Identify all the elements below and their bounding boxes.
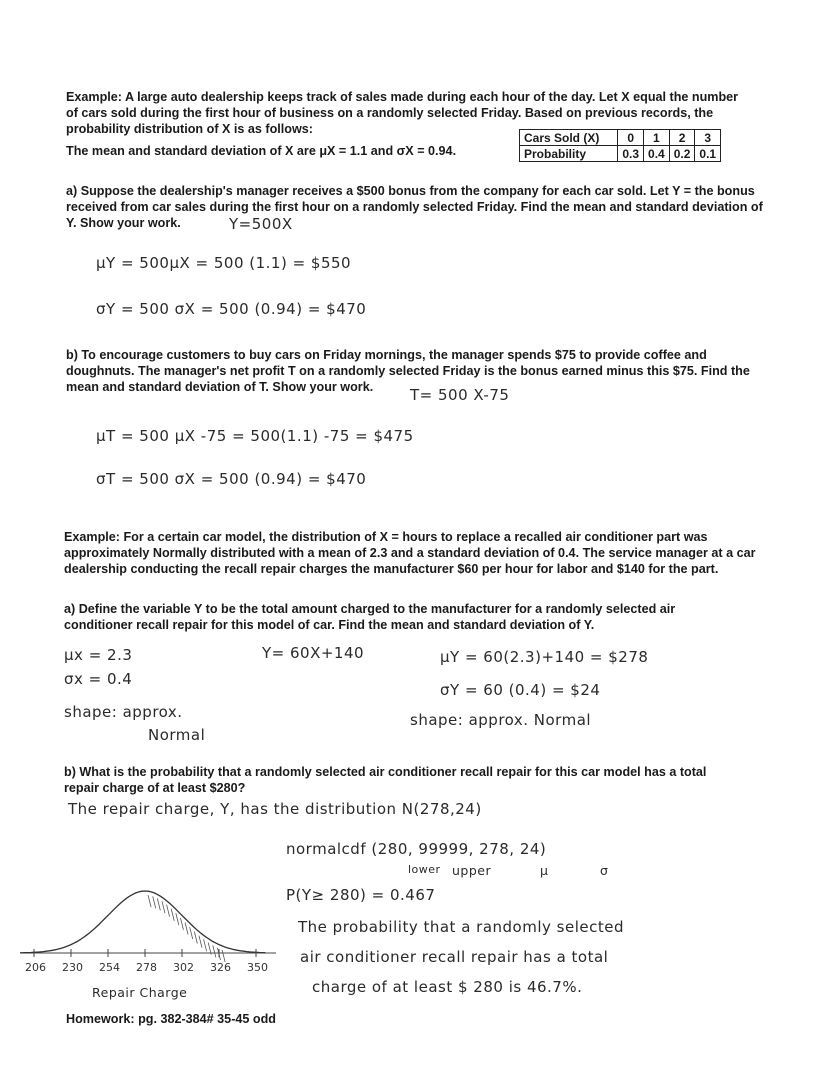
example1-part-b: b) To encourage customers to buy cars on Friday mornings, the manager spends $75 to provide coffee and doughnuts. The manager's net profit T on a randomly selected Friday is the bonus earned minus this $75. Find the mean and standard deviation of T. Show your work. bbox=[66, 348, 750, 394]
hw-shape-x-2: Normal bbox=[148, 726, 206, 744]
hw-conclusion-1: The probability that a randomly selected bbox=[298, 918, 624, 936]
example1-intro: Example: A large auto dealership keeps track of sales made during each hour of the day. Let X equal the number of cars sold during the first hour of business on a randomly selected Friday. Based on previous records, the probability distribution of X is as follows: bbox=[66, 90, 739, 136]
x-tick-label: 350 bbox=[247, 961, 268, 974]
shade-hatch bbox=[180, 918, 183, 930]
shade-hatch bbox=[162, 901, 165, 913]
hw-shape-x-1: shape: approx. bbox=[64, 703, 183, 721]
example2-part-b: b) What is the probability that a randomly selected air conditioner recall repair for this car model has a total repair charge of at least $280? bbox=[64, 765, 707, 795]
shade-hatch bbox=[185, 923, 188, 935]
shade-hatch bbox=[148, 895, 151, 907]
hw-arg-upper: upper bbox=[452, 863, 492, 878]
table-cell: 0.3 bbox=[618, 146, 644, 162]
hw-conclusion-2: air conditioner recall repair has a total bbox=[300, 948, 609, 966]
table-cell: 0 bbox=[618, 130, 644, 146]
shaded-region bbox=[148, 895, 225, 962]
table-header-x: Cars Sold (X) bbox=[520, 130, 618, 146]
x-tick-label: 302 bbox=[173, 961, 194, 974]
hw-formula-t: T= 500 X-75 bbox=[410, 386, 510, 404]
hw-mu-x: μx = 2.3 bbox=[64, 646, 133, 664]
table-cell: 0.1 bbox=[695, 146, 721, 162]
hw-arg-lower: lower bbox=[408, 863, 441, 876]
shade-hatch bbox=[190, 927, 193, 939]
shade-hatch bbox=[157, 898, 160, 910]
table-cell: 0.2 bbox=[669, 146, 695, 162]
table-header-probability: Probability bbox=[520, 146, 618, 162]
shade-hatch bbox=[176, 913, 179, 925]
hw-sd-y: σY = 500 σX = 500 (0.94) = $470 bbox=[96, 300, 367, 318]
table-cell: 1 bbox=[644, 130, 670, 146]
probability-table bbox=[519, 129, 721, 162]
shade-hatch bbox=[167, 905, 170, 917]
hw-mean-y: μY = 500μX = 500 (1.1) = $550 bbox=[96, 254, 352, 272]
x-tick-label: 326 bbox=[210, 961, 231, 974]
x-tick-label: 206 bbox=[25, 961, 46, 974]
example1-part-a: a) Suppose the dealership's manager receives a $500 bonus from the company for each car sold. Let Y = the bonus received from car sales during the first hour on a randomly selected Friday. Find the mean and standard deviation of Y. Show your work. bbox=[66, 184, 763, 230]
shade-hatch bbox=[153, 896, 156, 908]
hw-mu-y2: μY = 60(2.3)+140 = $278 bbox=[440, 648, 649, 666]
hw-distribution-line: The repair charge, Y, has the distribution N(278,24) bbox=[68, 800, 482, 818]
hw-formula-y: Y=500X bbox=[229, 215, 293, 233]
table-cell: 0.4 bbox=[644, 146, 670, 162]
x-tick-label: 230 bbox=[62, 961, 83, 974]
table-cell: 3 bbox=[695, 130, 721, 146]
shade-hatch bbox=[199, 936, 202, 948]
hw-arg-sigma: σ bbox=[600, 863, 609, 878]
axis-label-repair-charge: Repair Charge bbox=[92, 985, 188, 1000]
homework-note: Homework: pg. 382-384# 35-45 odd bbox=[66, 1012, 276, 1026]
hw-formula-y2: Y= 60X+140 bbox=[262, 644, 365, 662]
example2-part-a: a) Define the variable Y to be the total amount charged to the manufacturer for a randomly selected air conditioner recall repair for this model of car. Find the mean and standard deviation of Y. bbox=[64, 602, 676, 632]
table-cell: 2 bbox=[669, 130, 695, 146]
shade-hatch bbox=[171, 909, 174, 921]
shade-hatch bbox=[204, 939, 207, 951]
shade-hatch bbox=[213, 945, 216, 957]
shade-hatch bbox=[194, 932, 197, 944]
hw-sd-t: σT = 500 σX = 500 (0.94) = $470 bbox=[96, 470, 367, 488]
hw-conclusion-3: charge of at least $ 280 is 46.7%. bbox=[312, 978, 583, 996]
normal-curve bbox=[20, 891, 265, 953]
x-tick-label: 278 bbox=[136, 961, 157, 974]
example1-mean-sd: The mean and standard deviation of X are μX = 1.1 and σX = 0.94. bbox=[66, 144, 457, 158]
hw-sigma-x: σx = 0.4 bbox=[64, 670, 133, 688]
hw-probability: P(Y≥ 280) = 0.467 bbox=[286, 886, 436, 904]
x-tick-label: 254 bbox=[99, 961, 120, 974]
hw-sigma-y2: σY = 60 (0.4) = $24 bbox=[440, 681, 601, 699]
hw-mean-t: μT = 500 μX -75 = 500(1.1) -75 = $475 bbox=[96, 427, 414, 445]
hw-shape-y: shape: approx. Normal bbox=[410, 711, 592, 729]
hw-normalcdf: normalcdf (280, 99999, 278, 24) bbox=[286, 840, 547, 858]
example2-intro: Example: For a certain car model, the distribution of X = hours to replace a recalled air conditioner part was approximately Normally distributed with a mean of 2.3 and a standard deviation of 0.4. The service manager at a car dealership conducting the recall repair charges the manufacturer $60 per hour for labor and $140 for the part. bbox=[64, 530, 756, 576]
hw-arg-mu: μ bbox=[540, 863, 549, 878]
